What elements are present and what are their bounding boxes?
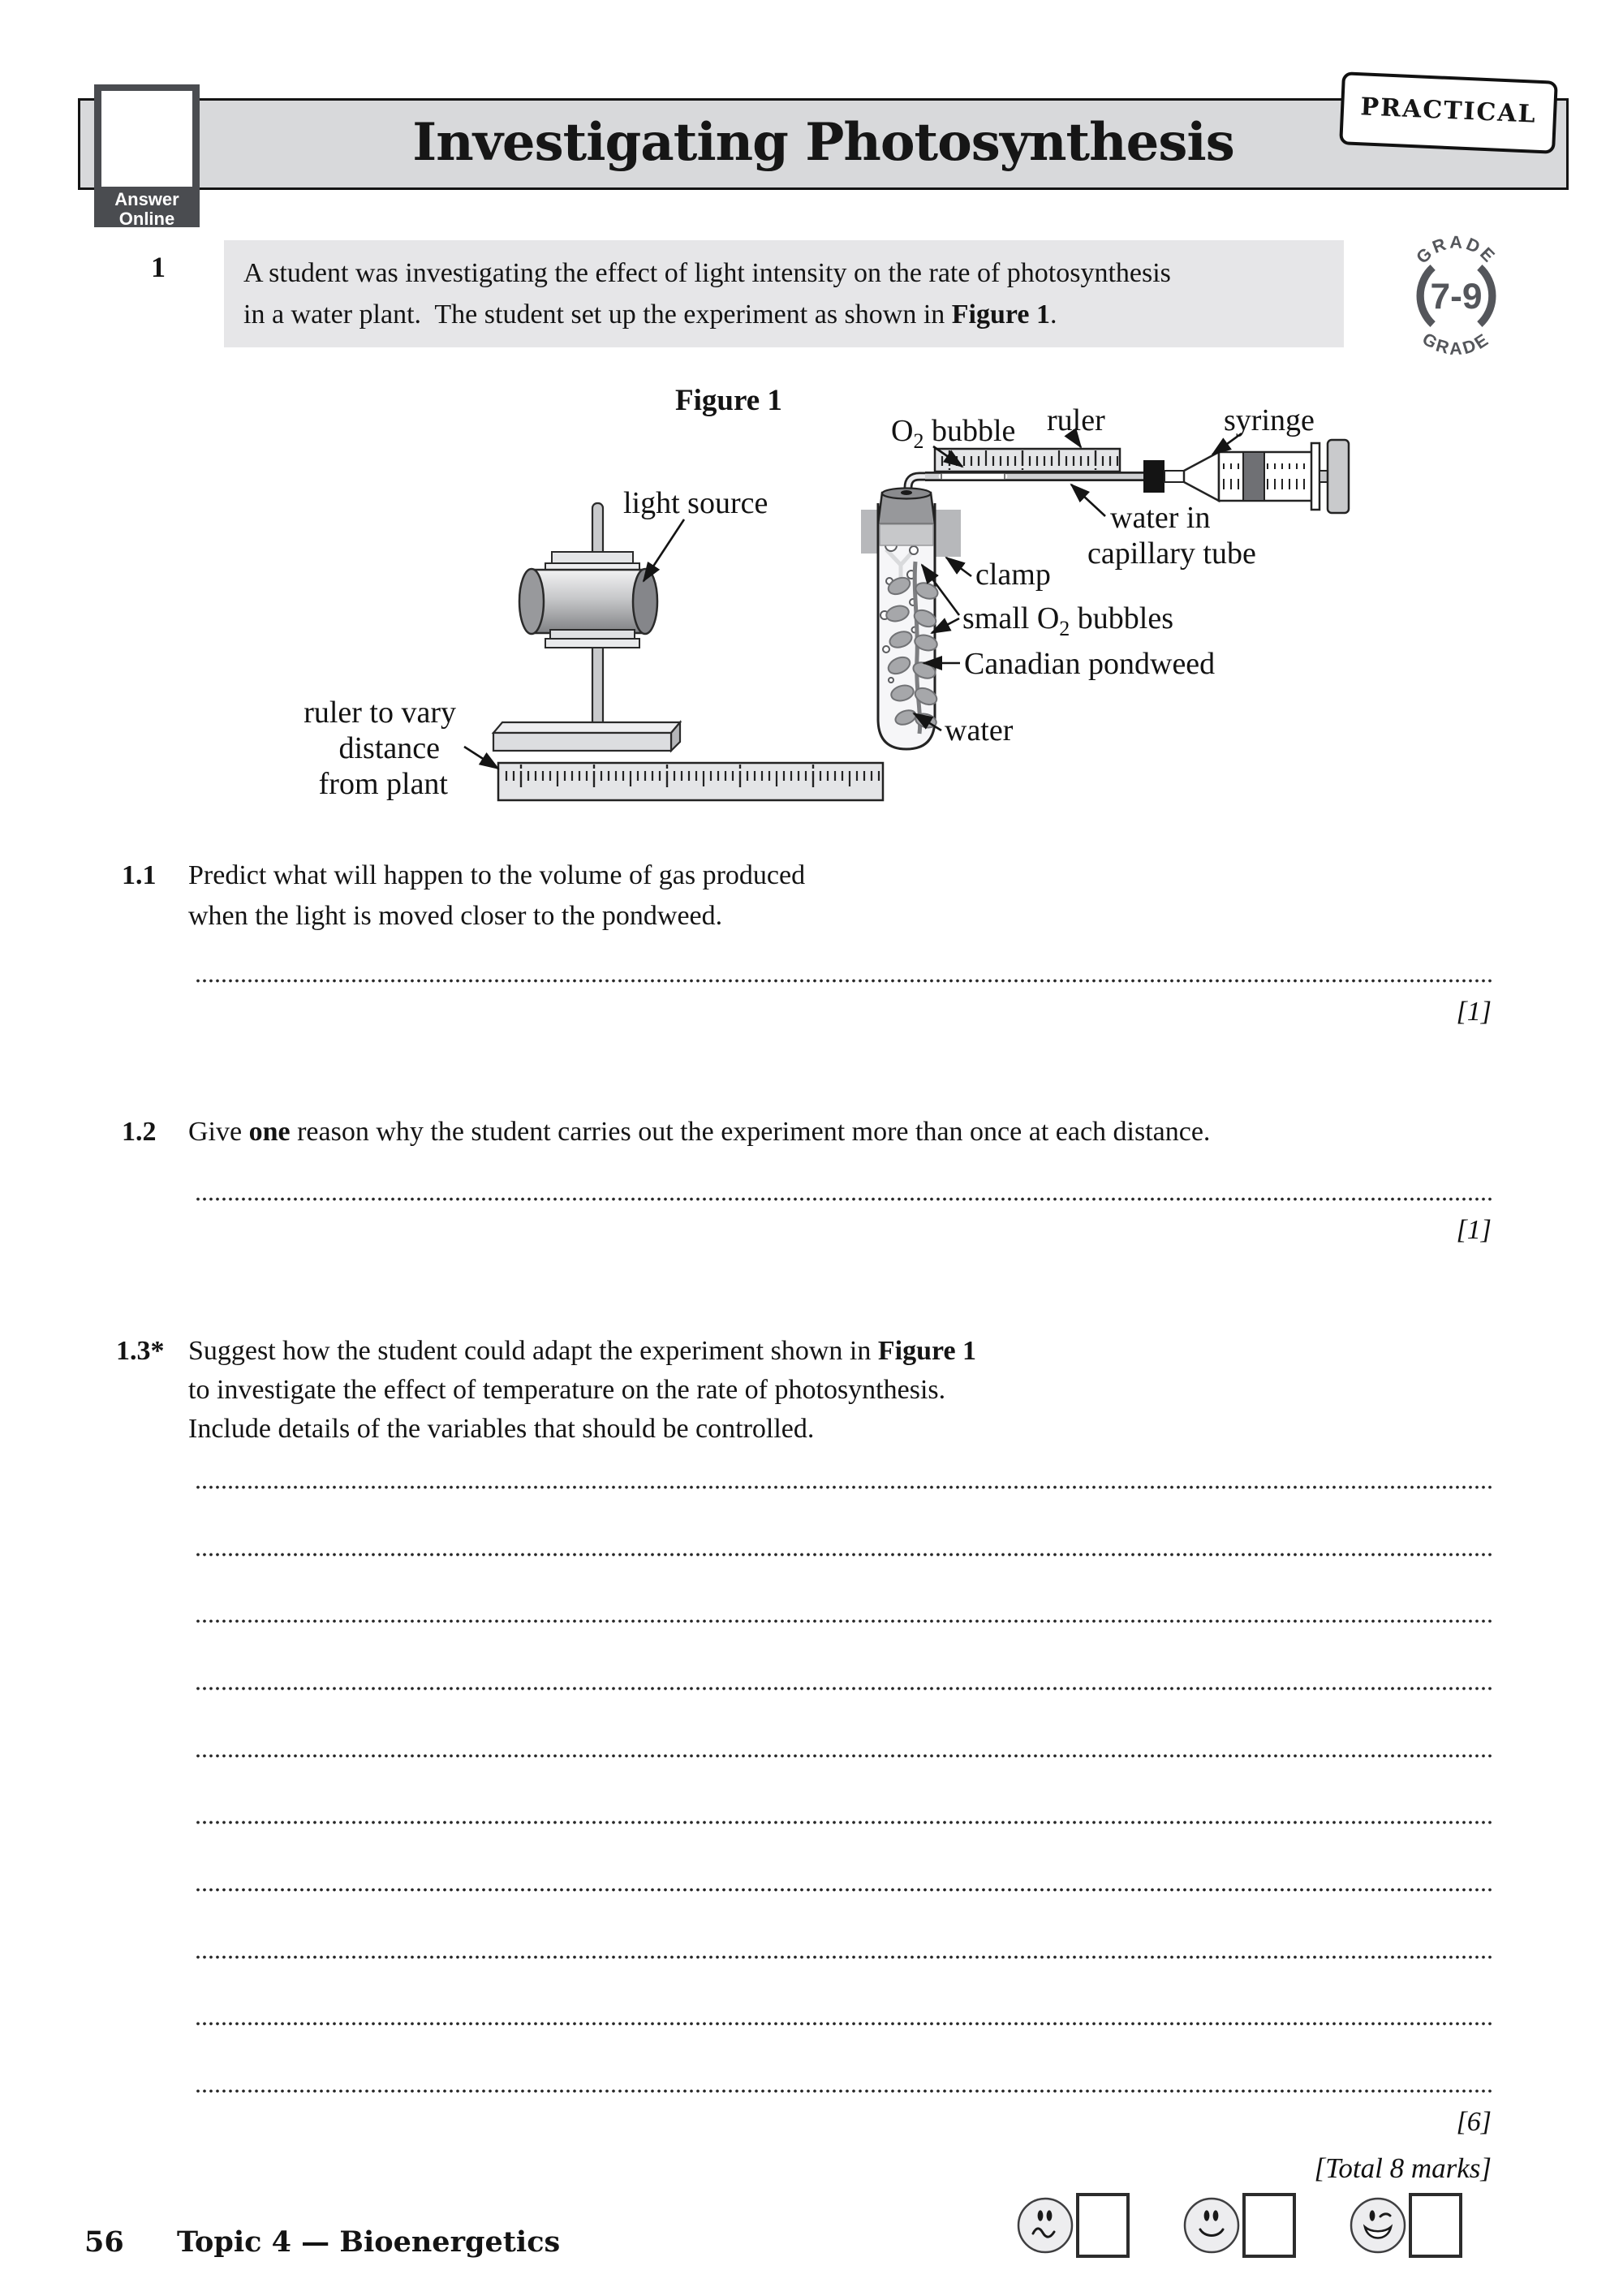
figure-1-diagram [227,381,1380,820]
label-water: water [945,713,1014,747]
answer-online-block [94,84,200,227]
clamp-right-jaw [933,510,961,557]
grin-face-icon [1351,2199,1405,2252]
answer-line[interactable] [195,2089,1492,2093]
syringe-flange [1311,443,1319,510]
stand-base-top [493,722,680,733]
question-1-2-number: 1.2 [122,1117,157,1147]
label-ruler: ruler [1047,403,1105,437]
q11-marks: [1] [1456,997,1492,1027]
q1-line2-post: . [1049,299,1057,330]
answer-line[interactable] [195,1820,1492,1824]
syringe-scale [1223,463,1309,489]
answer-line[interactable] [195,1197,1492,1201]
label-clamp: clamp [975,558,1051,592]
q1-figure-ref: Figure 1 [951,299,1050,330]
lamp-back-face [519,569,544,634]
capillary-ruler [935,449,1120,472]
q12-line1: Give one reason why the student carries out the experiment more than once at each distance. [188,1117,1211,1147]
label-ruler-vary-2: distance [338,731,440,765]
confidence-checkbox-medium[interactable] [1244,2195,1294,2256]
syringe-cone [1184,452,1219,501]
answer-line[interactable] [195,1619,1492,1623]
lamp-bracket-bottom-plate [545,639,639,648]
label-ruler-vary-1: ruler to vary [304,696,456,730]
label-ruler-vary-3: from plant [318,767,448,801]
syringe-thumb-rest [1328,440,1349,513]
grade-top-text: GRADE [1412,231,1501,268]
page-title: Investigating Photosynthesis [412,112,1234,173]
q13-line3: Include details of the variables that should be controlled. [188,1414,815,1444]
figure-title: Figure 1 [675,384,782,417]
bung-lower [880,524,933,545]
answer-line[interactable] [195,1485,1492,1489]
grade-badge [1389,229,1523,363]
grade-bottom-text: GRADE [1419,328,1494,359]
answer-line[interactable] [195,979,1492,983]
q13-line1: Suggest how the student could adapt the experiment shown in Figure 1 [188,1336,977,1366]
answer-online-label: Answer Online [114,189,179,229]
lamp-assembly [493,503,680,751]
topic-label: Topic 4 — Bioenergetics [177,2225,561,2259]
test-tube [878,489,940,750]
answer-line[interactable] [195,1686,1492,1691]
answer-line[interactable] [195,1955,1492,1959]
q12-marks: [1] [1456,1215,1492,1245]
question-1-number: 1 [151,251,166,283]
tube-connector [1143,460,1165,493]
capillary-tube [908,473,1147,500]
answer-line[interactable] [195,1754,1492,1758]
label-water-in-2: capillary tube [1087,536,1256,571]
label-water-in-1: water in [1110,501,1211,535]
label-syringe: syringe [1224,403,1315,437]
syringe-nozzle [1165,471,1184,482]
confidence-checkbox-high[interactable] [1410,2195,1461,2256]
label-light-source: light source [623,486,768,520]
smile-face-icon [1185,2199,1238,2252]
qr-code-placeholder [101,91,192,187]
answer-line[interactable] [195,1888,1492,1892]
answer-line[interactable] [195,2022,1492,2026]
practical-badge: PRACTICAL [1339,71,1558,154]
q11-line2: when the light is moved closer to the pondweed. [188,901,723,931]
answer-line[interactable] [195,1553,1492,1557]
q1-line1: A student was investigating the effect of light intensity on the rate of photosynthesis [243,258,1171,288]
stand-base-front [493,733,671,751]
total-marks: [Total 8 marks] [1314,2152,1492,2184]
q1-line2-pre: in a water plant. The student set up the experiment as shown in [243,299,952,330]
unsure-face-icon [1018,2199,1072,2252]
q13-marks: [6] [1456,2107,1492,2137]
question-1-3-number: 1.3* [116,1336,165,1366]
distance-ruler [498,763,883,800]
label-o2-bubble: $O_2$ bubble [891,414,1016,453]
label-small-o2-bubbles: small $O_2$ bubbles [962,601,1173,640]
q13-line2: to investigate the effect of temperature on the rate of photosynthesis. [188,1375,946,1405]
clamp-left-jaw [861,510,879,554]
question-1-1-number: 1.1 [122,860,157,890]
grade-range: 7-9 [1430,276,1483,317]
question-1-intro [224,240,1344,347]
syringe-plunger-seal [1243,452,1264,501]
q11-line1: Predict what will happen to the volume of gas produced [188,860,806,890]
confidence-checkbox-low[interactable] [1078,2195,1128,2256]
confidence-rating [1013,2191,1483,2266]
lamp-body [532,570,645,633]
label-canadian-pondweed: Canadian pondweed [964,647,1216,681]
page-number: 56 [84,2225,124,2259]
